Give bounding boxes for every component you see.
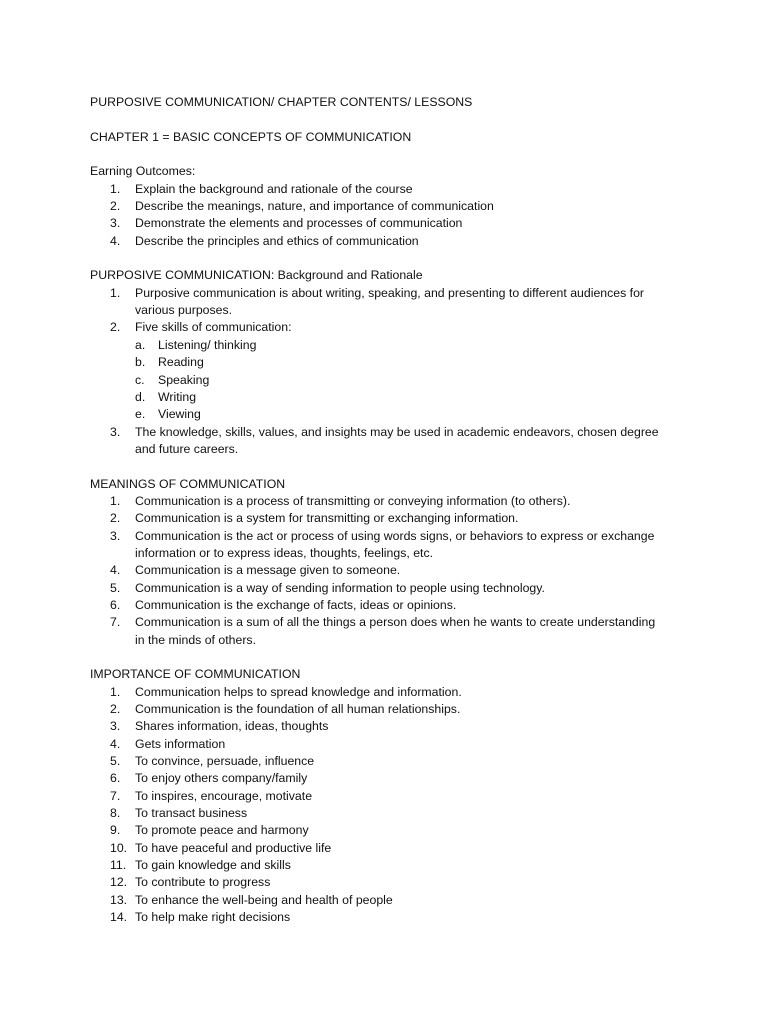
background-list: [90, 285, 690, 458]
list-item: 10. To have peaceful and productive life: [110, 840, 332, 855]
list-item: 14. To help make right decisions: [110, 910, 291, 925]
list-item: 11. To gain knowledge and skills: [110, 858, 291, 873]
list-item-continuation: in the minds of others.: [135, 632, 256, 647]
meanings-heading: MEANINGS OF COMMUNICATION: [90, 476, 286, 491]
list-item-continuation: information or to express ideas, thoughts, feelings, etc.: [135, 545, 434, 560]
list-item: 7. To inspires, encourage, motivate: [110, 788, 313, 803]
list-item: 3. Demonstrate the elements and processes of communication: [110, 216, 463, 231]
list-item: 4. Gets information: [110, 736, 226, 751]
sub-list-item: e. Viewing: [135, 407, 201, 422]
sub-list-item: c. Speaking: [135, 372, 210, 387]
list-item: 2. Five skills of communication:: [110, 320, 292, 335]
list-item: 1. Explain the background and rationale of the course: [110, 181, 413, 196]
outcomes-heading: Earning Outcomes:: [90, 164, 196, 179]
sub-list-item: b. Reading: [135, 355, 204, 370]
list-item: 6. Communication is the exchange of facts, ideas or opinions.: [110, 597, 457, 612]
document-title: PURPOSIVE COMMUNICATION/ CHAPTER CONTENTS/ LESSONS: [90, 95, 473, 109]
background-heading: PURPOSIVE COMMUNICATION: Background and Rationale: [90, 268, 423, 283]
meanings-list: [90, 493, 690, 649]
list-item: 8. To transact business: [110, 806, 248, 821]
list-item: 5. Communication is a way of sending information to people using technology.: [110, 580, 545, 595]
list-item-continuation: and future careers.: [135, 441, 239, 456]
list-item: 3. Shares information, ideas, thoughts: [110, 719, 329, 734]
importance-heading: IMPORTANCE OF COMMUNICATION: [90, 667, 301, 682]
list-item: 6. To enjoy others company/family: [110, 771, 308, 786]
list-item-continuation: various purposes.: [135, 303, 233, 318]
list-item: 3. Communication is the act or process of using words signs, or behaviors to express or exchange: [110, 528, 655, 543]
list-item: 1. Purposive communication is about writing, speaking, and presenting to different audiences for: [110, 285, 645, 300]
sub-list-item: a. Listening/ thinking: [135, 337, 257, 352]
list-item: 12. To contribute to progress: [110, 875, 271, 890]
list-item: 3. The knowledge, skills, values, and insights may be used in academic endeavors, chosen degree: [110, 424, 659, 439]
list-item: 4. Communication is a message given to someone.: [110, 563, 401, 578]
outcomes-list: [90, 181, 690, 250]
list-item: 2. Communication is the foundation of all human relationships.: [110, 702, 461, 717]
chapter-heading: CHAPTER 1 = BASIC CONCEPTS OF COMMUNICATION: [90, 129, 412, 144]
list-item: 13. To enhance the well-being and health of people: [110, 892, 393, 907]
list-item: 1. Communication is a process of transmitting or conveying information (to others).: [110, 493, 571, 508]
list-item: 5. To convince, persuade, influence: [110, 754, 315, 769]
importance-list: [90, 684, 690, 927]
document-page: [90, 94, 690, 927]
list-item: 4. Describe the principles and ethics of communication: [110, 233, 419, 248]
list-item: 7. Communication is a sum of all the things a person does when he wants to create understanding: [110, 615, 656, 630]
list-item: 9. To promote peace and harmony: [110, 823, 309, 838]
list-item: 1. Communication helps to spread knowledge and information.: [110, 684, 462, 699]
list-item: 2. Communication is a system for transmitting or exchanging information.: [110, 511, 519, 526]
list-item: 2. Describe the meanings, nature, and importance of communication: [110, 199, 494, 214]
sub-list-item: d. Writing: [135, 389, 197, 404]
